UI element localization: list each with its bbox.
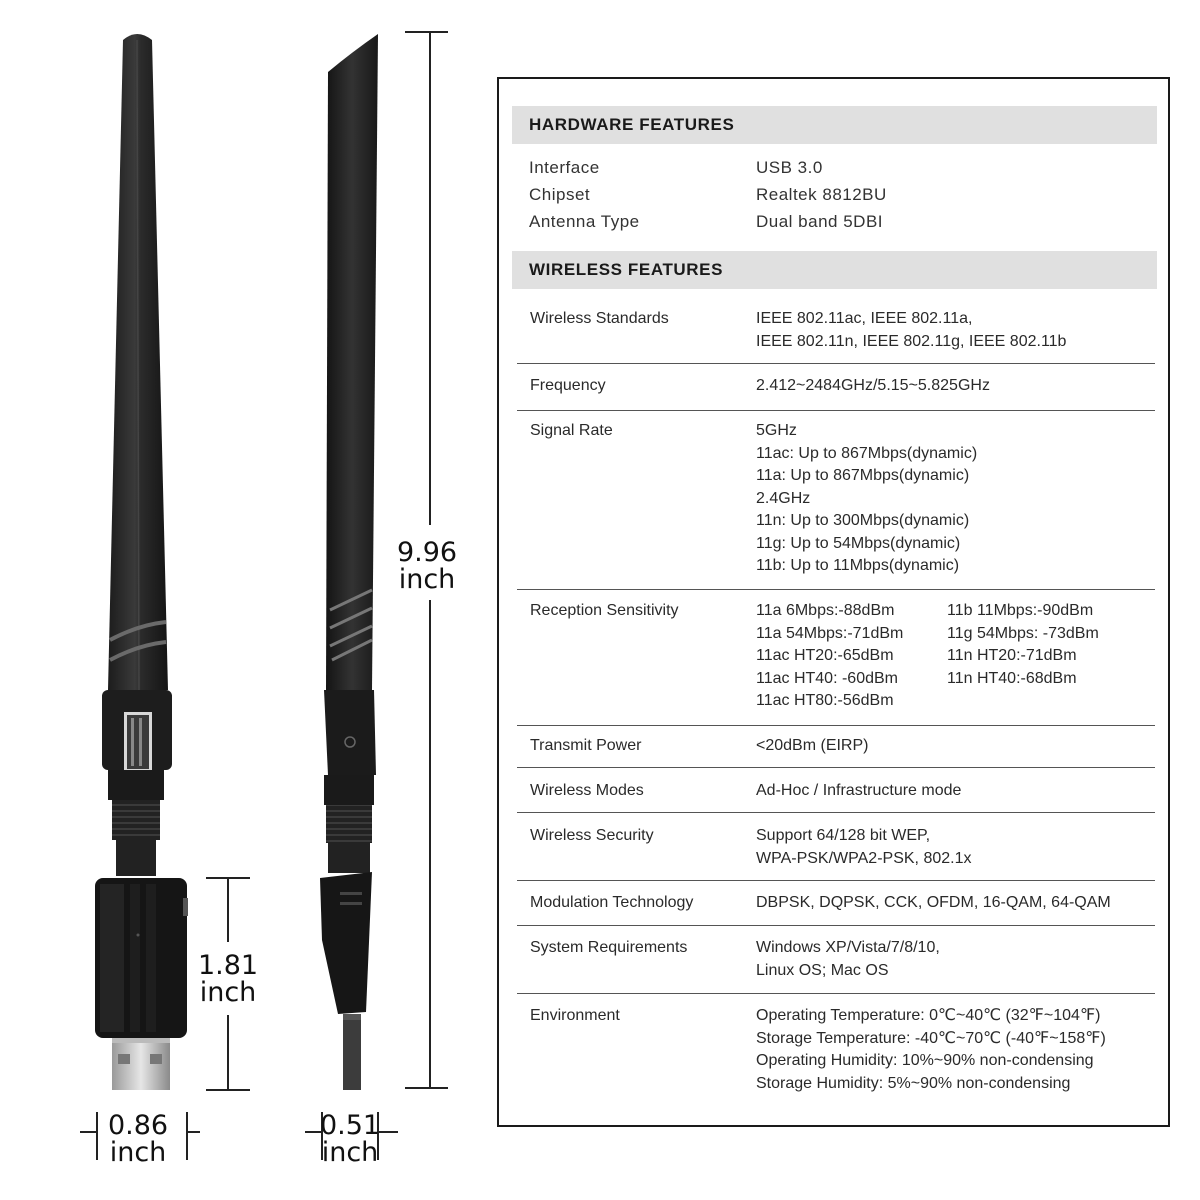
spec-value-line: DBPSK, DQPSK, CCK, OFDM, 16-QAM, 64-QAM: [756, 894, 1111, 911]
spec-value-line: 11a: Up to 867Mbps(dynamic): [756, 467, 970, 484]
spec-value-line: Operating Humidity: 10%~90% non-condensing: [756, 1052, 1094, 1069]
spec-row-antenna-type: [529, 212, 1149, 239]
spec-value: USB 3.0: [756, 158, 823, 177]
dimension-unit: inch: [109, 1137, 167, 1168]
spec-value-line: WPA-PSK/WPA2-PSK, 802.1x: [756, 849, 972, 867]
spec-value-line: 11ac HT80:-56dBm: [756, 692, 894, 709]
dimension-dongle-depth: [314, 1112, 386, 1166]
spec-value-line: Support 64/128 bit WEP,: [756, 827, 931, 844]
spec-value-line: IEEE 802.11n, IEEE 802.11g, IEEE 802.11b: [756, 332, 1067, 350]
spec-value: [756, 375, 990, 398]
dimension-unit: inch: [199, 977, 257, 1008]
usb-plug-side: [343, 1014, 361, 1090]
spec-value-line: 11n HT20:-71dBm: [947, 647, 1077, 664]
spec-value-line: <20dBm (EIRP): [756, 737, 869, 754]
spec-value-column-2: [947, 600, 1099, 690]
spec-label: Interface: [529, 158, 600, 177]
spec-value-line: 11b 11Mbps:-90dBm: [947, 602, 1094, 619]
spec-row-interface: [529, 158, 1149, 185]
spec-value: [756, 937, 940, 982]
dimension-value: 9.96: [396, 537, 458, 568]
spec-value: [756, 1005, 1106, 1095]
spec-value-line: 11g 54Mbps: -73dBm: [947, 624, 1099, 642]
spec-value-line: Linux OS; Mac OS: [756, 961, 889, 979]
spec-label: Modulation Technology: [530, 894, 694, 911]
spec-label: Transmit Power: [530, 737, 642, 754]
spec-value-line: 11b: Up to 11Mbps(dynamic): [756, 557, 960, 574]
spec-label: System Requirements: [530, 939, 688, 956]
row-divider: [517, 363, 1155, 364]
row-divider: [517, 812, 1155, 813]
wireless-features-heading: WIRELESS FEATURES: [512, 251, 1157, 289]
spec-value-line: 11n: Up to 300Mbps(dynamic): [756, 512, 970, 529]
spec-value-line: Storage Humidity: 5%~90% non-condensing: [756, 1074, 1071, 1092]
spec-label: Wireless Standards: [530, 310, 669, 327]
spec-label: Wireless Modes: [530, 782, 644, 799]
adapter-front-view: [95, 34, 188, 1090]
spec-label: Frequency: [530, 377, 606, 394]
row-divider: [517, 410, 1155, 411]
dimension-dongle-width: [102, 1112, 174, 1166]
spec-value: [756, 600, 903, 713]
spec-value-line: Windows XP/Vista/7/8/10,: [756, 939, 940, 956]
spec-label: Reception Sensitivity: [530, 602, 679, 619]
spec-value-line: Ad-Hoc / Infrastructure mode: [756, 782, 962, 799]
spec-value: Realtek 8812BU: [756, 185, 887, 204]
spec-value-line: 11g: Up to 54Mbps(dynamic): [756, 534, 961, 552]
spec-label: Signal Rate: [530, 422, 613, 439]
dimension-value: 0.51: [319, 1110, 381, 1141]
spec-value: [756, 308, 1066, 353]
spec-label: Environment: [530, 1007, 620, 1024]
spec-row-chipset: [529, 185, 1149, 212]
spec-label: Wireless Security: [530, 827, 654, 844]
dimension-unit: inch: [321, 1137, 379, 1168]
spec-value-line: Operating Temperature: 0℃~40℃ (32℉~104℉): [756, 1007, 1101, 1024]
spec-value: [756, 420, 977, 578]
spec-value-line: 11a 54Mbps:-71dBm: [756, 624, 904, 642]
spec-value: [756, 825, 971, 870]
dimension-unit: inch: [398, 564, 456, 595]
row-divider: [517, 767, 1155, 768]
row-divider: [517, 589, 1155, 590]
row-divider: [517, 925, 1155, 926]
dimension-height-total: [392, 539, 462, 593]
spec-value-line: 11a 6Mbps:-88dBm: [756, 602, 895, 619]
spec-value: Dual band 5DBI: [756, 212, 884, 231]
specifications-table: [497, 77, 1170, 1127]
spec-value-line: 11ac HT40: -60dBm: [756, 669, 898, 687]
spec-value: [756, 780, 961, 803]
dimension-value: 1.81: [197, 950, 259, 981]
spec-value-line: 11ac HT20:-65dBm: [756, 647, 894, 664]
spec-value-line: 2.4GHz: [756, 489, 811, 507]
spec-value-line: 11ac: Up to 867Mbps(dynamic): [756, 444, 978, 462]
hardware-features-heading: HARDWARE FEATURES: [512, 106, 1157, 144]
spec-value-line: 5GHz: [756, 422, 797, 439]
spec-value-line: 11n HT40:-68dBm: [947, 669, 1077, 687]
product-illustration: [0, 0, 490, 1200]
spec-label: Chipset: [529, 185, 591, 204]
row-divider: [517, 725, 1155, 726]
row-divider: [517, 993, 1155, 994]
dimension-value: 0.86: [107, 1110, 169, 1141]
spec-value-line: IEEE 802.11ac, IEEE 802.11a,: [756, 310, 973, 327]
dimension-dongle-height: [193, 952, 263, 1006]
spec-label: Antenna Type: [529, 212, 640, 231]
row-divider: [517, 880, 1155, 881]
spec-value-line: Storage Temperature: -40℃~70℃ (-40℉~158℉): [756, 1029, 1106, 1047]
adapter-side-view: [320, 34, 378, 1090]
spec-value: [756, 735, 868, 758]
spec-value: [756, 892, 1111, 915]
spec-value-line: 2.412~2484GHz/5.15~5.825GHz: [756, 377, 990, 394]
